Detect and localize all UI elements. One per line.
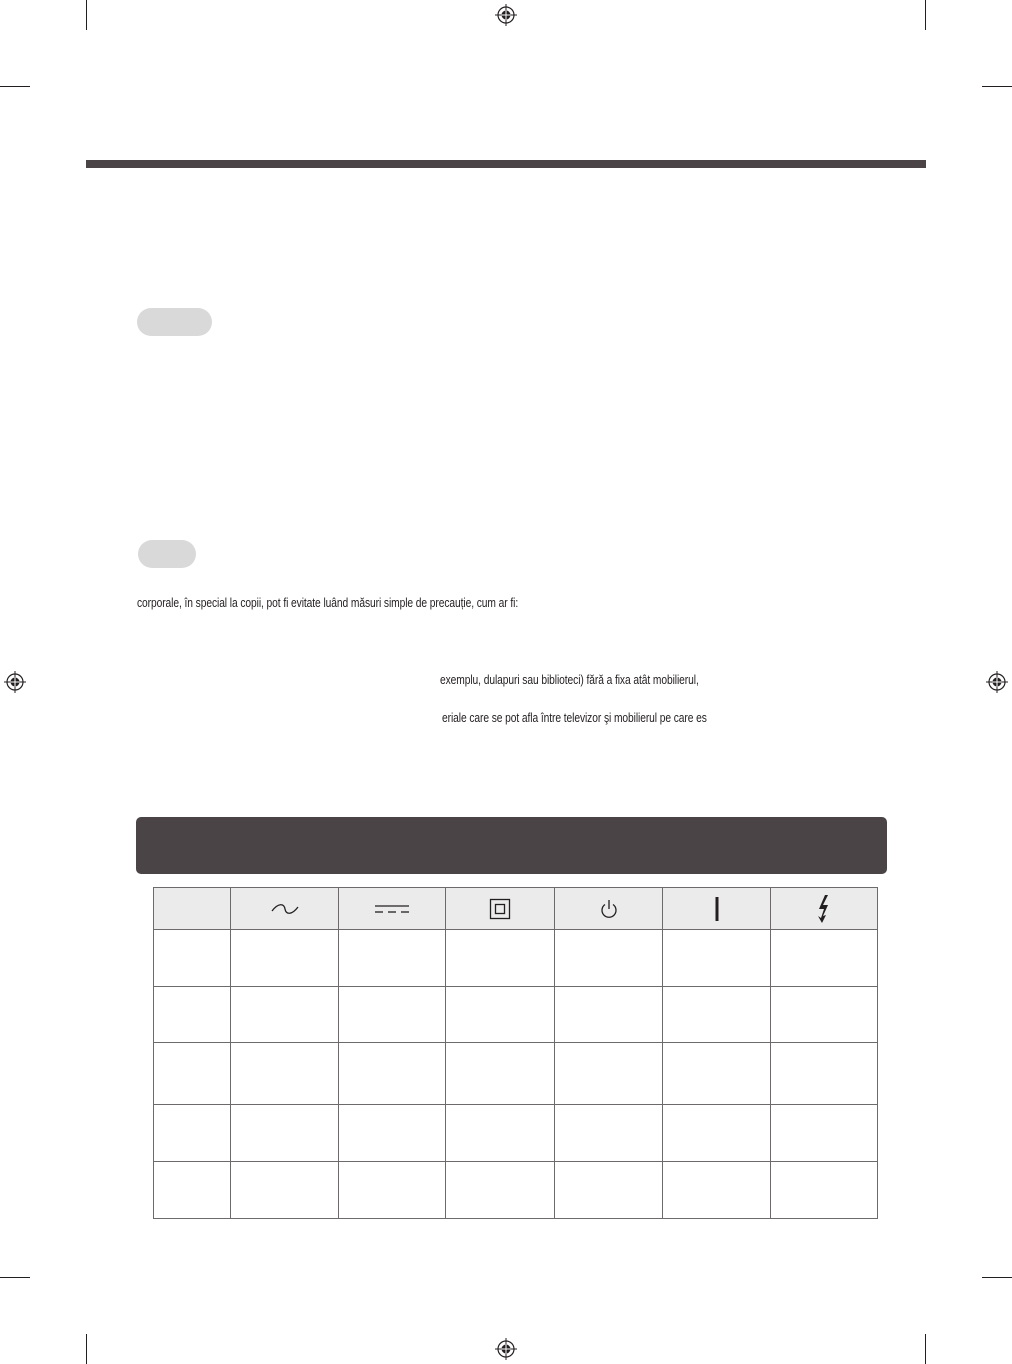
table-cell xyxy=(555,987,663,1043)
table-cell xyxy=(154,1105,231,1162)
table-row xyxy=(154,930,878,987)
table-cell xyxy=(339,1162,446,1219)
table-cell xyxy=(446,1043,555,1105)
crop-mark-bottom-right-h xyxy=(982,1277,1012,1278)
dangerous-voltage-icon xyxy=(816,894,832,924)
table-cell xyxy=(446,987,555,1043)
crop-mark-bottom-right-v xyxy=(925,1334,926,1364)
table-cell xyxy=(771,1162,878,1219)
table-cell xyxy=(339,987,446,1043)
table-cell xyxy=(771,1105,878,1162)
table-cell xyxy=(771,930,878,987)
header-rule xyxy=(86,160,926,168)
class-ii-equipment-icon xyxy=(489,898,511,920)
safety-paragraph-line: corporale, în special la copii, pot fi evitate luând măsuri simple de precauție, cum ar fi: xyxy=(137,596,519,610)
crop-mark-bottom-left-h xyxy=(0,1277,30,1278)
bullet-text-line-2: eriale care se pot afla între televizor şi mobilierul pe care es xyxy=(442,711,707,725)
crop-mark-top-left-h xyxy=(0,86,30,87)
table-cell xyxy=(446,1105,555,1162)
crop-mark-top-right-h xyxy=(982,86,1012,87)
table-cell xyxy=(154,1162,231,1219)
crop-mark-top-left-v xyxy=(86,0,87,30)
table-header-cell xyxy=(663,888,771,930)
registration-mark-right-icon xyxy=(986,671,1008,693)
ac-current-icon xyxy=(270,902,300,916)
table-header-cell xyxy=(154,888,231,930)
table-cell xyxy=(154,987,231,1043)
table-cell xyxy=(231,987,339,1043)
on-power-icon xyxy=(714,896,720,922)
table-header-cell xyxy=(446,888,555,930)
table-header-cell xyxy=(771,888,878,930)
table-cell xyxy=(555,1043,663,1105)
table-cell xyxy=(154,930,231,987)
table-cell xyxy=(663,930,771,987)
registration-mark-left-icon xyxy=(4,671,26,693)
symbols-banner xyxy=(136,817,887,874)
table-cell xyxy=(339,1043,446,1105)
table-cell xyxy=(663,1162,771,1219)
dc-current-icon xyxy=(373,902,411,916)
table-header-cell xyxy=(231,888,339,930)
registration-mark-top-icon xyxy=(495,4,517,26)
bullet-text-line-1: exemplu, dulapuri sau biblioteci) fără a fixa atât mobilierul, xyxy=(440,673,699,687)
table-cell xyxy=(446,1162,555,1219)
table-row xyxy=(154,1162,878,1219)
table-row xyxy=(154,987,878,1043)
table-cell xyxy=(339,930,446,987)
table-cell xyxy=(771,987,878,1043)
table-cell xyxy=(154,1043,231,1105)
table-row xyxy=(154,1105,878,1162)
crop-mark-bottom-left-v xyxy=(86,1334,87,1364)
table-cell xyxy=(771,1043,878,1105)
table-cell xyxy=(231,1105,339,1162)
table-cell xyxy=(555,930,663,987)
table-cell xyxy=(555,1162,663,1219)
table-cell xyxy=(663,1043,771,1105)
table-header-row xyxy=(154,888,878,930)
table-cell xyxy=(231,1043,339,1105)
table-cell xyxy=(555,1105,663,1162)
crop-mark-top-right-v xyxy=(925,0,926,30)
section-label-pill-note xyxy=(138,540,196,568)
table-header-cell xyxy=(339,888,446,930)
table-cell xyxy=(446,930,555,987)
table-cell xyxy=(663,987,771,1043)
table-cell xyxy=(339,1105,446,1162)
table-header-cell xyxy=(555,888,663,930)
section-label-pill-warning xyxy=(137,308,212,336)
table-cell xyxy=(231,930,339,987)
table-row xyxy=(154,1043,878,1105)
standby-icon xyxy=(599,898,619,920)
symbols-table xyxy=(153,887,878,1219)
table-cell xyxy=(663,1105,771,1162)
table-cell xyxy=(231,1162,339,1219)
registration-mark-bottom-icon xyxy=(495,1338,517,1360)
